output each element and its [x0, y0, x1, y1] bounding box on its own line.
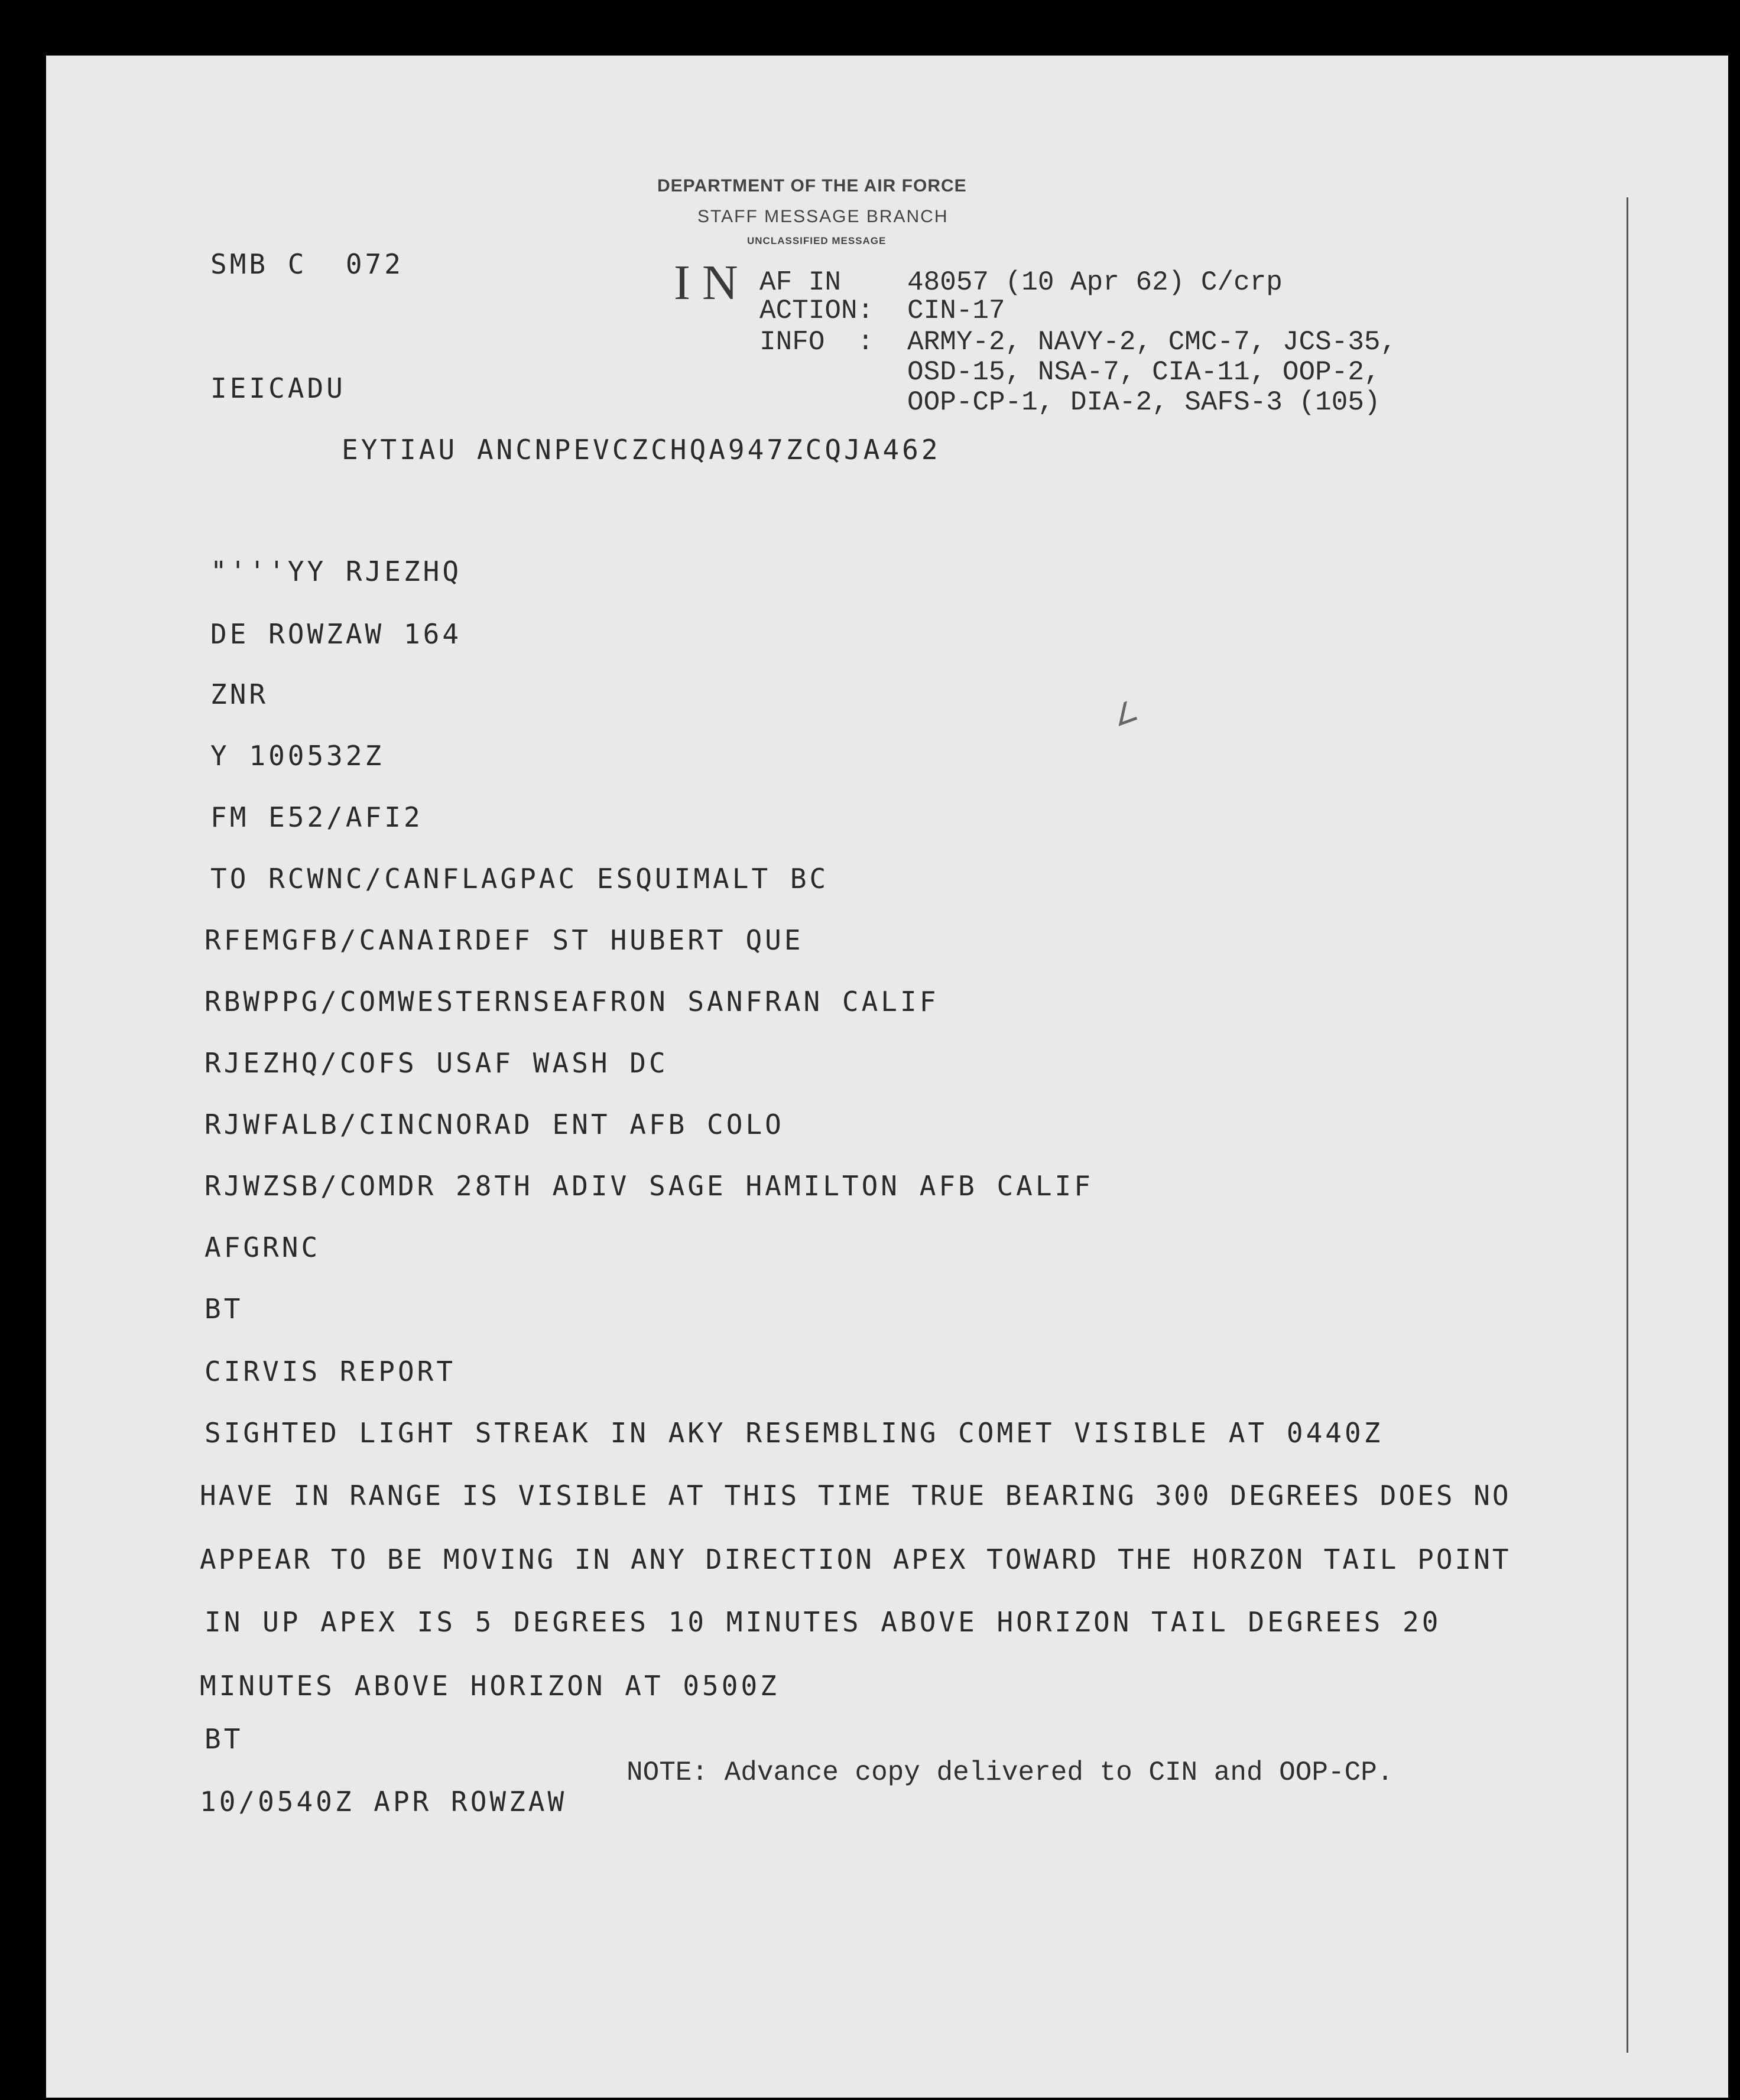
message-line-signoff: 10/0540Z APR ROWZAW — [200, 1786, 567, 1818]
message-line-body-3: APPEAR TO BE MOVING IN ANY DIRECTION APEX TOWARD THE HORZON TAIL POINT — [200, 1543, 1511, 1575]
info-line-2: OSD-15, NSA-7, CIA-11, OOP-2, — [907, 357, 1381, 388]
message-line-from: FM E52/AFI2 — [210, 801, 423, 833]
message-line-body-1: SIGHTED LIGHT STREAK IN AKY RESEMBLING COMET VISIBLE AT 0440Z — [204, 1417, 1384, 1449]
info-label: INFO : — [759, 327, 874, 357]
message-line-body-4: IN UP APEX IS 5 DEGREES 10 MINUTES ABOVE HORIZON TAIL DEGREES 20 — [204, 1606, 1442, 1638]
action-label: ACTION: — [759, 295, 874, 326]
af-in-value: 48057 (10 Apr 62) C/crp — [907, 267, 1283, 298]
message-line-priority: "'''YY RJEZHQ — [210, 555, 462, 587]
right-margin-rule — [1627, 197, 1628, 2053]
routing-code-2: EYTIAU ANCNPEVCZCHQA947ZCQJA462 — [342, 434, 941, 466]
message-line-afgrnc: AFGRNC — [204, 1231, 321, 1263]
message-line-dtg: Y 100532Z — [210, 740, 385, 772]
message-line-body-2: HAVE IN RANGE IS VISIBLE AT THIS TIME TRUE BEARING 300 DEGREES DOES NO — [200, 1480, 1511, 1511]
message-line-addressee-3: RJEZHQ/COFS USAF WASH DC — [204, 1047, 668, 1079]
info-line-1: ARMY-2, NAVY-2, CMC-7, JCS-35, — [907, 327, 1397, 357]
af-in-label: AF IN — [759, 267, 842, 298]
header-branch: STAFF MESSAGE BRANCH — [697, 207, 949, 226]
message-line-break-1: BT — [204, 1293, 244, 1325]
message-line-to: TO RCWNC/CANFLAGPAC ESQUIMALT BC — [210, 863, 829, 895]
message-line-from-station: DE ROWZAW 164 — [210, 618, 462, 650]
message-line-addressee-5: RJWZSB/COMDR 28TH ADIV SAGE HAMILTON AFB CALIF — [204, 1170, 1093, 1202]
header-classification: UNCLASSIFIED MESSAGE — [747, 235, 887, 246]
message-line-addressee-1: RFEMGFB/CANAIRDEF ST HUBERT QUE — [204, 924, 804, 956]
message-line-znr: ZNR — [210, 678, 269, 710]
message-line-addressee-2: RBWPPG/COMWESTERNSEAFRON SANFRAN CALIF — [204, 986, 939, 1018]
in-stamp: IN — [674, 255, 750, 310]
header-department: DEPARTMENT OF THE AIR FORCE — [657, 176, 967, 196]
message-line-break-2: BT — [204, 1723, 244, 1755]
message-line-subject: CIRVIS REPORT — [204, 1355, 456, 1387]
handwritten-tick: ∠ — [1108, 695, 1142, 733]
info-line-3: OOP-CP-1, DIA-2, SAFS-3 (105) — [907, 387, 1381, 418]
smb-number: SMB C 072 — [210, 248, 404, 280]
routing-code-1: IEICADU — [210, 372, 346, 404]
advance-copy-note: NOTE: Advance copy delivered to CIN and OOP-CP. — [626, 1757, 1394, 1788]
action-value: CIN-17 — [907, 295, 1005, 326]
message-line-addressee-4: RJWFALB/CINCNORAD ENT AFB COLO — [204, 1108, 784, 1140]
message-line-body-5: MINUTES ABOVE HORIZON AT 0500Z — [200, 1670, 780, 1702]
